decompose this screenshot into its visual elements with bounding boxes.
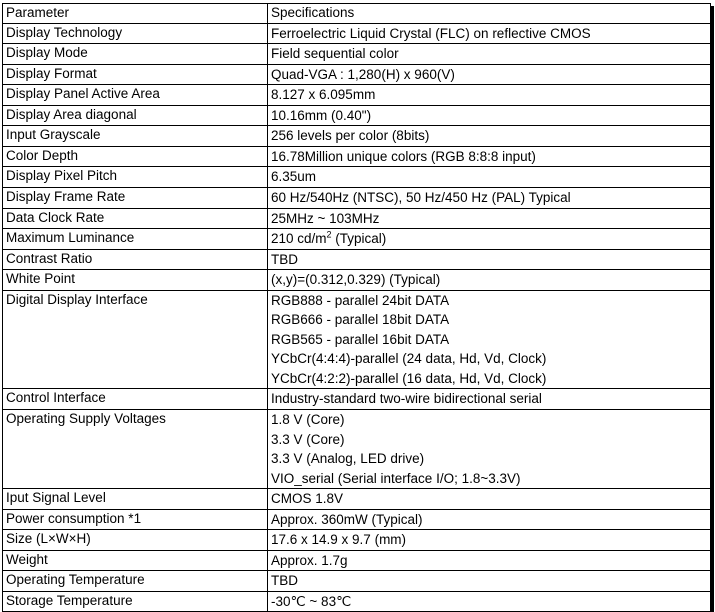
- parameter-cell: Display Technology: [3, 23, 268, 44]
- specification-line: Field sequential color: [271, 46, 399, 62]
- specification-cell: [268, 389, 711, 410]
- table-row: [3, 550, 711, 571]
- specification-line: RGB666 - parallel 18bit DATA: [271, 312, 450, 328]
- parameter-cell: Display Frame Rate: [3, 187, 268, 208]
- specification-cell: [268, 550, 711, 571]
- specification-line: Ferroelectric Liquid Crystal (FLC) on reflective CMOS: [271, 25, 591, 41]
- specification-line: 1.8 V (Core): [271, 411, 345, 427]
- table-row: [3, 270, 711, 291]
- specification-cell: [268, 571, 711, 592]
- parameter-cell: Size (L×W×H): [3, 530, 268, 551]
- specification-cell: [268, 44, 711, 65]
- specification-line: Approx. 1.7g: [271, 552, 348, 568]
- parameter-cell: Display Area diagonal: [3, 105, 268, 126]
- table-row: [3, 85, 711, 106]
- table-row: [3, 64, 711, 85]
- specification-line: TBD: [271, 251, 298, 267]
- header-specifications: Specifications: [268, 4, 711, 24]
- specification-cell: [268, 409, 711, 488]
- table-row: [3, 229, 711, 250]
- specification-line: [271, 229, 707, 249]
- specification-line: Approx. 360mW (Typical): [271, 511, 423, 527]
- parameter-cell: Display Pixel Pitch: [3, 167, 268, 188]
- table-row: [3, 208, 711, 229]
- specification-cell: [268, 509, 711, 530]
- table-row: [3, 126, 711, 147]
- specification-line: YCbCr(4:4:4)-parallel (24 data, Hd, Vd, Clock): [271, 351, 547, 367]
- table-row: [3, 489, 711, 510]
- specification-cell: [268, 249, 711, 270]
- parameter-cell: Control Interface: [3, 389, 268, 410]
- table-row: [3, 571, 711, 592]
- table-row: [3, 23, 711, 44]
- table-row: [3, 146, 711, 167]
- parameter-cell: Storage Temperature: [3, 591, 268, 612]
- specification-line: 10.16mm (0.40"): [271, 107, 372, 123]
- parameter-cell: Input Grayscale: [3, 126, 268, 147]
- table-row: [3, 167, 711, 188]
- specification-cell: [268, 591, 711, 612]
- specification-cell: [268, 167, 711, 188]
- luminance-value: 210 cd/m: [271, 231, 327, 247]
- specification-line: (x,y)=(0.312,0.329) (Typical): [271, 272, 441, 288]
- specification-line: 25MHz ~ 103MHz: [271, 210, 380, 226]
- specification-cell: [268, 489, 711, 510]
- header-parameter: Parameter: [3, 4, 268, 24]
- table-row: [3, 530, 711, 551]
- table-row: [3, 389, 711, 410]
- specification-cell: [268, 85, 711, 106]
- parameter-cell: Display Mode: [3, 44, 268, 65]
- parameter-cell: Iput Signal Level: [3, 489, 268, 510]
- specification-line: -30℃ ~ 83℃: [271, 593, 352, 609]
- specification-line: Industry-standard two-wire bidirectional serial: [271, 391, 542, 407]
- specification-cell: [268, 23, 711, 44]
- table-row: [3, 44, 711, 65]
- parameter-cell: Operating Temperature: [3, 571, 268, 592]
- specification-line: 3.3 V (Core): [271, 431, 345, 447]
- specification-line: Quad-VGA : 1,280(H) x 960(V): [271, 66, 455, 82]
- specification-line: 256 levels per color (8bits): [271, 128, 430, 144]
- specification-cell: [268, 229, 711, 250]
- parameter-cell: White Point: [3, 270, 268, 291]
- specification-line: RGB565 - parallel 16bit DATA: [271, 331, 450, 347]
- table-row: [3, 591, 711, 612]
- specification-cell: [268, 208, 711, 229]
- parameter-cell: Contrast Ratio: [3, 249, 268, 270]
- specification-cell: [268, 64, 711, 85]
- specification-cell: [268, 530, 711, 551]
- parameter-cell: Maximum Luminance: [3, 229, 268, 250]
- specification-line: 17.6 x 14.9 x 9.7 (mm): [271, 532, 407, 548]
- table-row: [3, 290, 711, 389]
- parameter-cell: Color Depth: [3, 146, 268, 167]
- table-header-row: [3, 4, 711, 24]
- specification-line: 3.3 V (Analog, LED drive): [271, 451, 425, 467]
- table-row: [3, 105, 711, 126]
- specification-cell: [268, 270, 711, 291]
- specification-line: 60 Hz/540Hz (NTSC), 50 Hz/450 Hz (PAL) Typical: [271, 189, 571, 205]
- table-row: [3, 187, 711, 208]
- specification-cell: [268, 126, 711, 147]
- luminance-unit-exponent: 2: [326, 229, 332, 240]
- specification-line: VIO_serial (Serial interface I/O; 1.8~3.3V): [271, 470, 521, 486]
- table-row: [3, 409, 711, 488]
- table-row: [3, 249, 711, 270]
- specification-cell: [268, 187, 711, 208]
- specifications-table-body: [3, 4, 711, 612]
- parameter-cell: Operating Supply Voltages: [3, 409, 268, 488]
- parameter-cell: Display Format: [3, 64, 268, 85]
- parameter-cell: Weight: [3, 550, 268, 571]
- specifications-table: [2, 3, 711, 612]
- specification-cell: [268, 146, 711, 167]
- luminance-note: (Typical): [331, 231, 387, 247]
- table-row: [3, 509, 711, 530]
- specification-cell: [268, 290, 711, 389]
- specification-cell: [268, 105, 711, 126]
- parameter-cell: Power consumption *1: [3, 509, 268, 530]
- specification-line: CMOS 1.8V: [271, 491, 344, 507]
- parameter-cell: Display Panel Active Area: [3, 85, 268, 106]
- parameter-cell: Data Clock Rate: [3, 208, 268, 229]
- specification-line: TBD: [271, 573, 298, 589]
- specification-line: RGB888 - parallel 24bit DATA: [271, 292, 450, 308]
- parameter-cell: Digital Display Interface: [3, 290, 268, 389]
- specification-line: 16.78Million unique colors (RGB 8:8:8 input): [271, 148, 536, 164]
- specification-line: 6.35um: [271, 169, 317, 185]
- specification-line: 8.127 x 6.095mm: [271, 87, 376, 103]
- specification-line: YCbCr(4:2:2)-parallel (16 data, Hd, Vd, Clock): [271, 370, 547, 386]
